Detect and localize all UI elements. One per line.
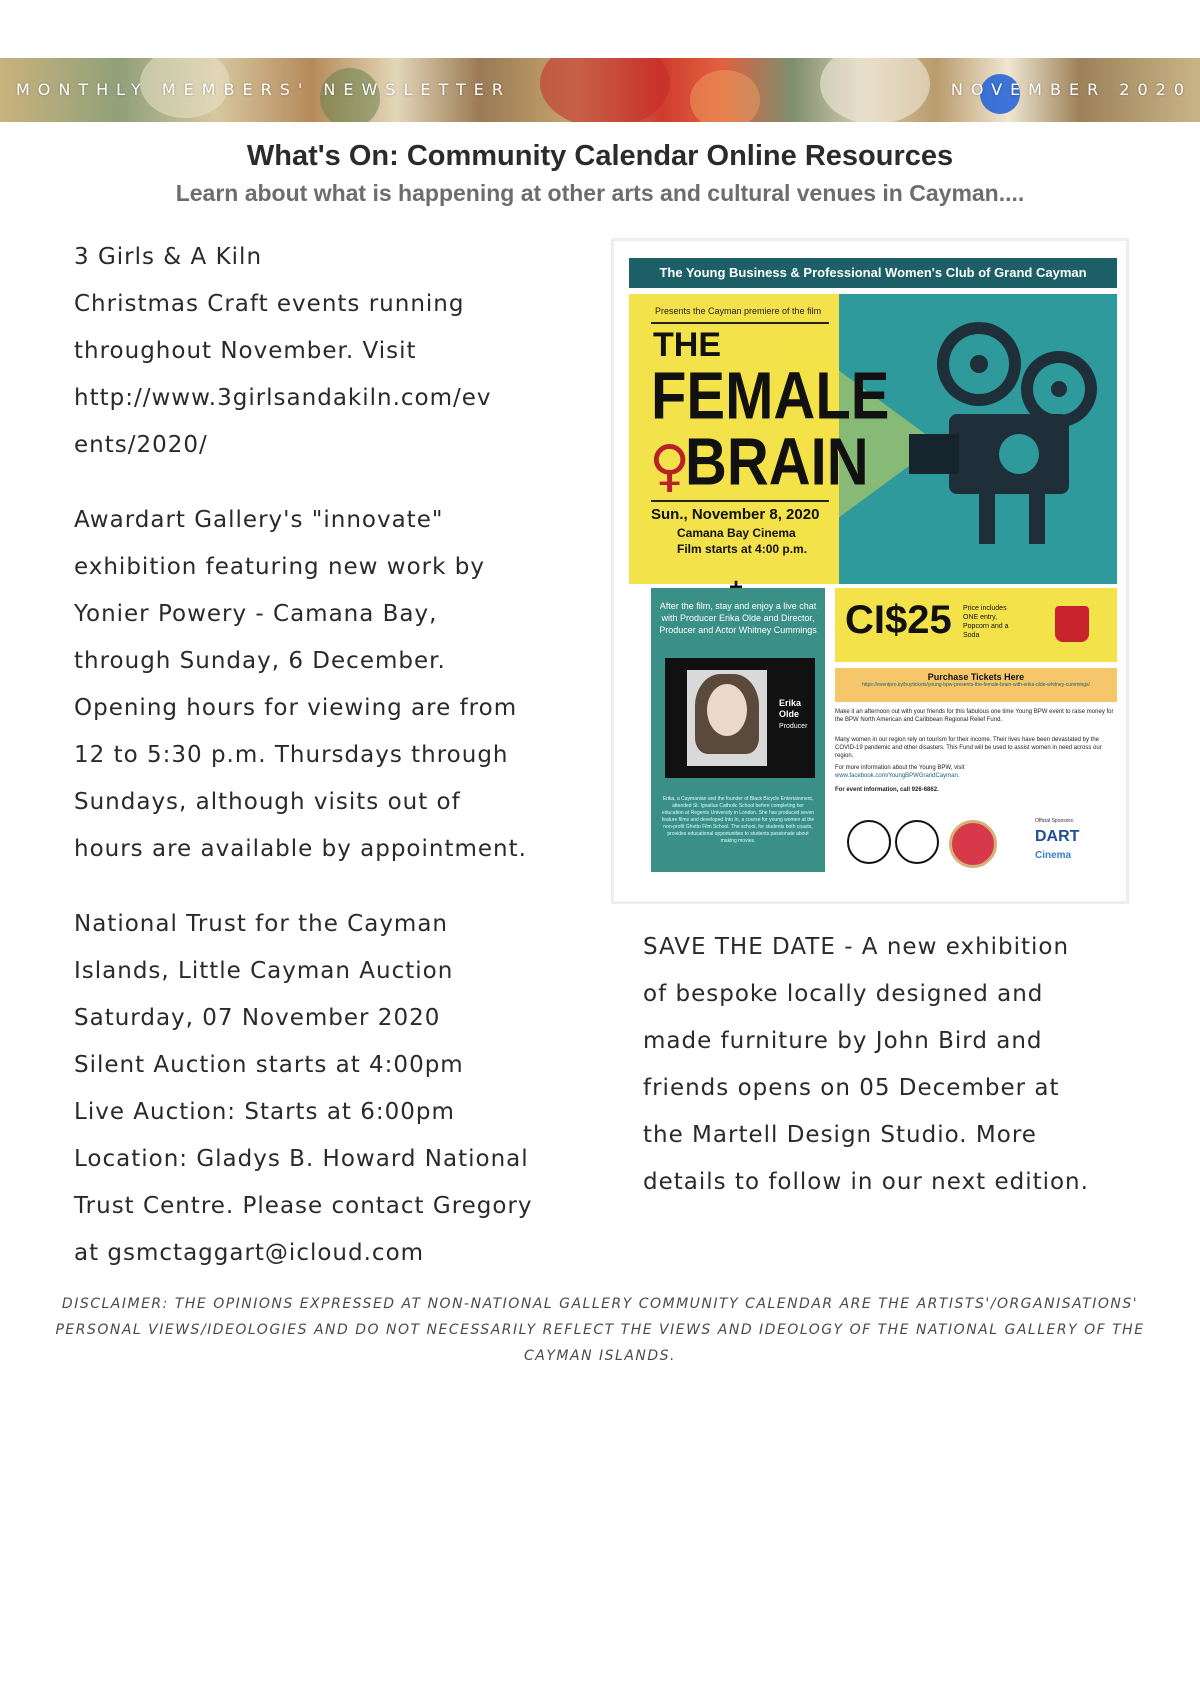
- screening-venue: Camana Bay Cinema: [677, 526, 796, 540]
- event-line: SAVE THE DATE - A new exhibition: [643, 934, 1070, 960]
- bpw-globe-logo: [847, 820, 891, 864]
- price-box: [835, 588, 1117, 662]
- popcorn-icon: [1055, 606, 1089, 642]
- event-link[interactable]: http://www.3girlsandakiln.com/ev: [74, 385, 492, 411]
- save-the-date: [643, 924, 1143, 1206]
- event-line: 3 Girls & A Kiln: [74, 244, 263, 270]
- event-line: Trust Centre. Please contact Gregory: [74, 1193, 533, 1219]
- after-film-text: After the film, stay and enjoy a live chat with Producer Erika Olde and Director, Producer and Actor Whitney Cummings: [659, 601, 817, 635]
- screening-time: Film starts at 4:00 p.m.: [677, 542, 808, 556]
- event-line: through Sunday, 6 December.: [74, 648, 446, 674]
- event-line: hours are available by appointment.: [74, 836, 527, 862]
- price-note: Price includes ONE entry, Popcorn and a Soda: [963, 605, 1009, 639]
- poster-rule: [651, 500, 829, 502]
- bpw-seal-logo: [949, 820, 997, 868]
- page-title: What's On: Community Calendar Online Resources: [246, 140, 954, 172]
- ticket-purchase-box: [835, 668, 1117, 702]
- film-projector-icon: [909, 314, 1109, 544]
- poster-paragraph: Many women in our region rely on tourism for their income. Their lives have been devastated by the COVID-19 pandemic and other disasters. This Fund will be used to assist women in need across our region.: [835, 737, 1102, 759]
- film-poster-frame: [611, 238, 1129, 904]
- event-line: Islands, Little Cayman Auction: [74, 958, 454, 984]
- event-line: the Martell Design Studio. More: [643, 1122, 1037, 1148]
- poster-rule: [651, 322, 829, 324]
- event-line: Sundays, although visits out of: [74, 789, 461, 815]
- tickets-title: Purchase Tickets Here: [927, 672, 1025, 682]
- event-line: exhibition featuring new work by: [74, 554, 485, 580]
- producer-face: [707, 684, 747, 736]
- event-line: made furniture by John Bird and: [643, 1028, 1043, 1054]
- event-line: National Trust for the Cayman: [74, 911, 448, 937]
- film-title-the: THE: [653, 326, 721, 364]
- event-line: Silent Auction starts at 4:00pm: [74, 1052, 464, 1078]
- event-link[interactable]: ents/2020/: [74, 432, 208, 458]
- facebook-link[interactable]: www.facebook.com/YoungBPWGrandCayman.: [835, 773, 960, 779]
- issue-date: NOVEMBER 2020: [950, 80, 1192, 99]
- newsletter-banner: [0, 58, 1200, 122]
- sponsor-logos: [835, 814, 1117, 870]
- newsletter-label: MONTHLY MEMBERS' NEWSLETTER: [16, 80, 511, 99]
- event-national-trust-auction: [74, 901, 554, 1277]
- event-line: Yonier Powery - Camana Bay,: [74, 601, 438, 627]
- banner-painting-detail: [820, 58, 930, 122]
- film-title-female: FEMALE: [651, 358, 890, 434]
- event-line: details to follow in our next edition.: [643, 1169, 1089, 1195]
- producer-panel: [651, 588, 825, 872]
- page-subtitle: Learn about what is happening at other arts and cultural venues in Cayman....: [175, 180, 1025, 206]
- venus-symbol-icon: ♀: [649, 434, 691, 499]
- poster-club-header: The Young Business & Professional Women's Club of Grand Cayman: [629, 258, 1117, 288]
- bpw-globe-logo: [895, 820, 939, 864]
- poster-presents: Presents the Cayman premiere of the film: [655, 306, 822, 316]
- banner-painting-detail: [540, 58, 670, 122]
- events-column: [74, 234, 554, 1305]
- poster-paragraph: Make it an afternoon out with your friends for this fabulous one time Young BPW event to raise money for the BPW North American and Caribbean Regional Relief Fund.: [835, 709, 1114, 723]
- event-line: 12 to 5:30 p.m. Thursdays through: [74, 742, 509, 768]
- disclaimer: DISCLAIMER: THE OPINIONS EXPRESSED AT NON-NATIONAL GALLERY COMMUNITY CALENDAR ARE THE ARTISTS'/ORGANISATIONS' PERSONAL VIEWS/IDEOLOGIES AND DO NOT NECESSARILY REFLECT THE VIEWS AND IDEOLOGY OF THE NATIONAL GALLERY OF THE CAYMAN ISLANDS.: [55, 1296, 1145, 1364]
- event-line: Saturday, 07 November 2020: [74, 1005, 441, 1031]
- producer-last-name: Olde: [779, 709, 800, 719]
- screening-date: Sun., November 8, 2020: [651, 506, 820, 523]
- event-line: Live Auction: Starts at 6:00pm: [74, 1099, 455, 1125]
- producer-role: Producer: [779, 723, 808, 730]
- poster-hero: [629, 294, 1117, 584]
- producer-first-name: Erika: [779, 698, 802, 708]
- event-line: Opening hours for viewing are from: [74, 695, 518, 721]
- cinema-logo: Cinema: [1035, 850, 1072, 861]
- event-line: Location: Gladys B. Howard National: [74, 1146, 529, 1172]
- event-phone: For event information, call 926-6862.: [835, 787, 939, 793]
- film-poster: [629, 258, 1117, 888]
- event-line: throughout November. Visit: [74, 338, 417, 364]
- event-awardart-gallery: [74, 497, 554, 873]
- tickets-link[interactable]: https://eventpro.ky/buytickets/young-bpw-presents-the-female-brain-with-erika-olde-whitney-cummings/: [862, 682, 1090, 688]
- event-line: Awardart Gallery's "innovate": [74, 507, 444, 533]
- ticket-price: CI$25: [845, 598, 952, 642]
- event-line: of bespoke locally designed and: [643, 981, 1044, 1007]
- sponsors-label: Official Sponsors:: [1035, 818, 1075, 824]
- producer-photo: [687, 670, 767, 766]
- banner-painting-detail: [690, 70, 760, 122]
- dart-logo: DART: [1035, 828, 1080, 845]
- contact-email[interactable]: at gsmctaggart@icloud.com: [74, 1240, 425, 1266]
- film-title-brain: BRAIN: [685, 424, 869, 500]
- producer-bio: Erika, a Caymanian and the founder of Black Bicycle Entertainment, attended St. Ignatius Catholic School before completing her education at Regents University in London. She has produced seven feature films and developed Into In, a course for young women at the non-profit Ghetto Film School. The school, for students both coasts, provides educational opportunities to students passionate about making movies.: [661, 796, 815, 844]
- event-line: friends opens on 05 December at: [643, 1075, 1060, 1101]
- event-3-girls-kiln: [74, 234, 554, 469]
- poster-paragraph: For more information about the Young BPW, visit: [835, 765, 965, 771]
- event-line: Christmas Craft events running: [74, 291, 465, 317]
